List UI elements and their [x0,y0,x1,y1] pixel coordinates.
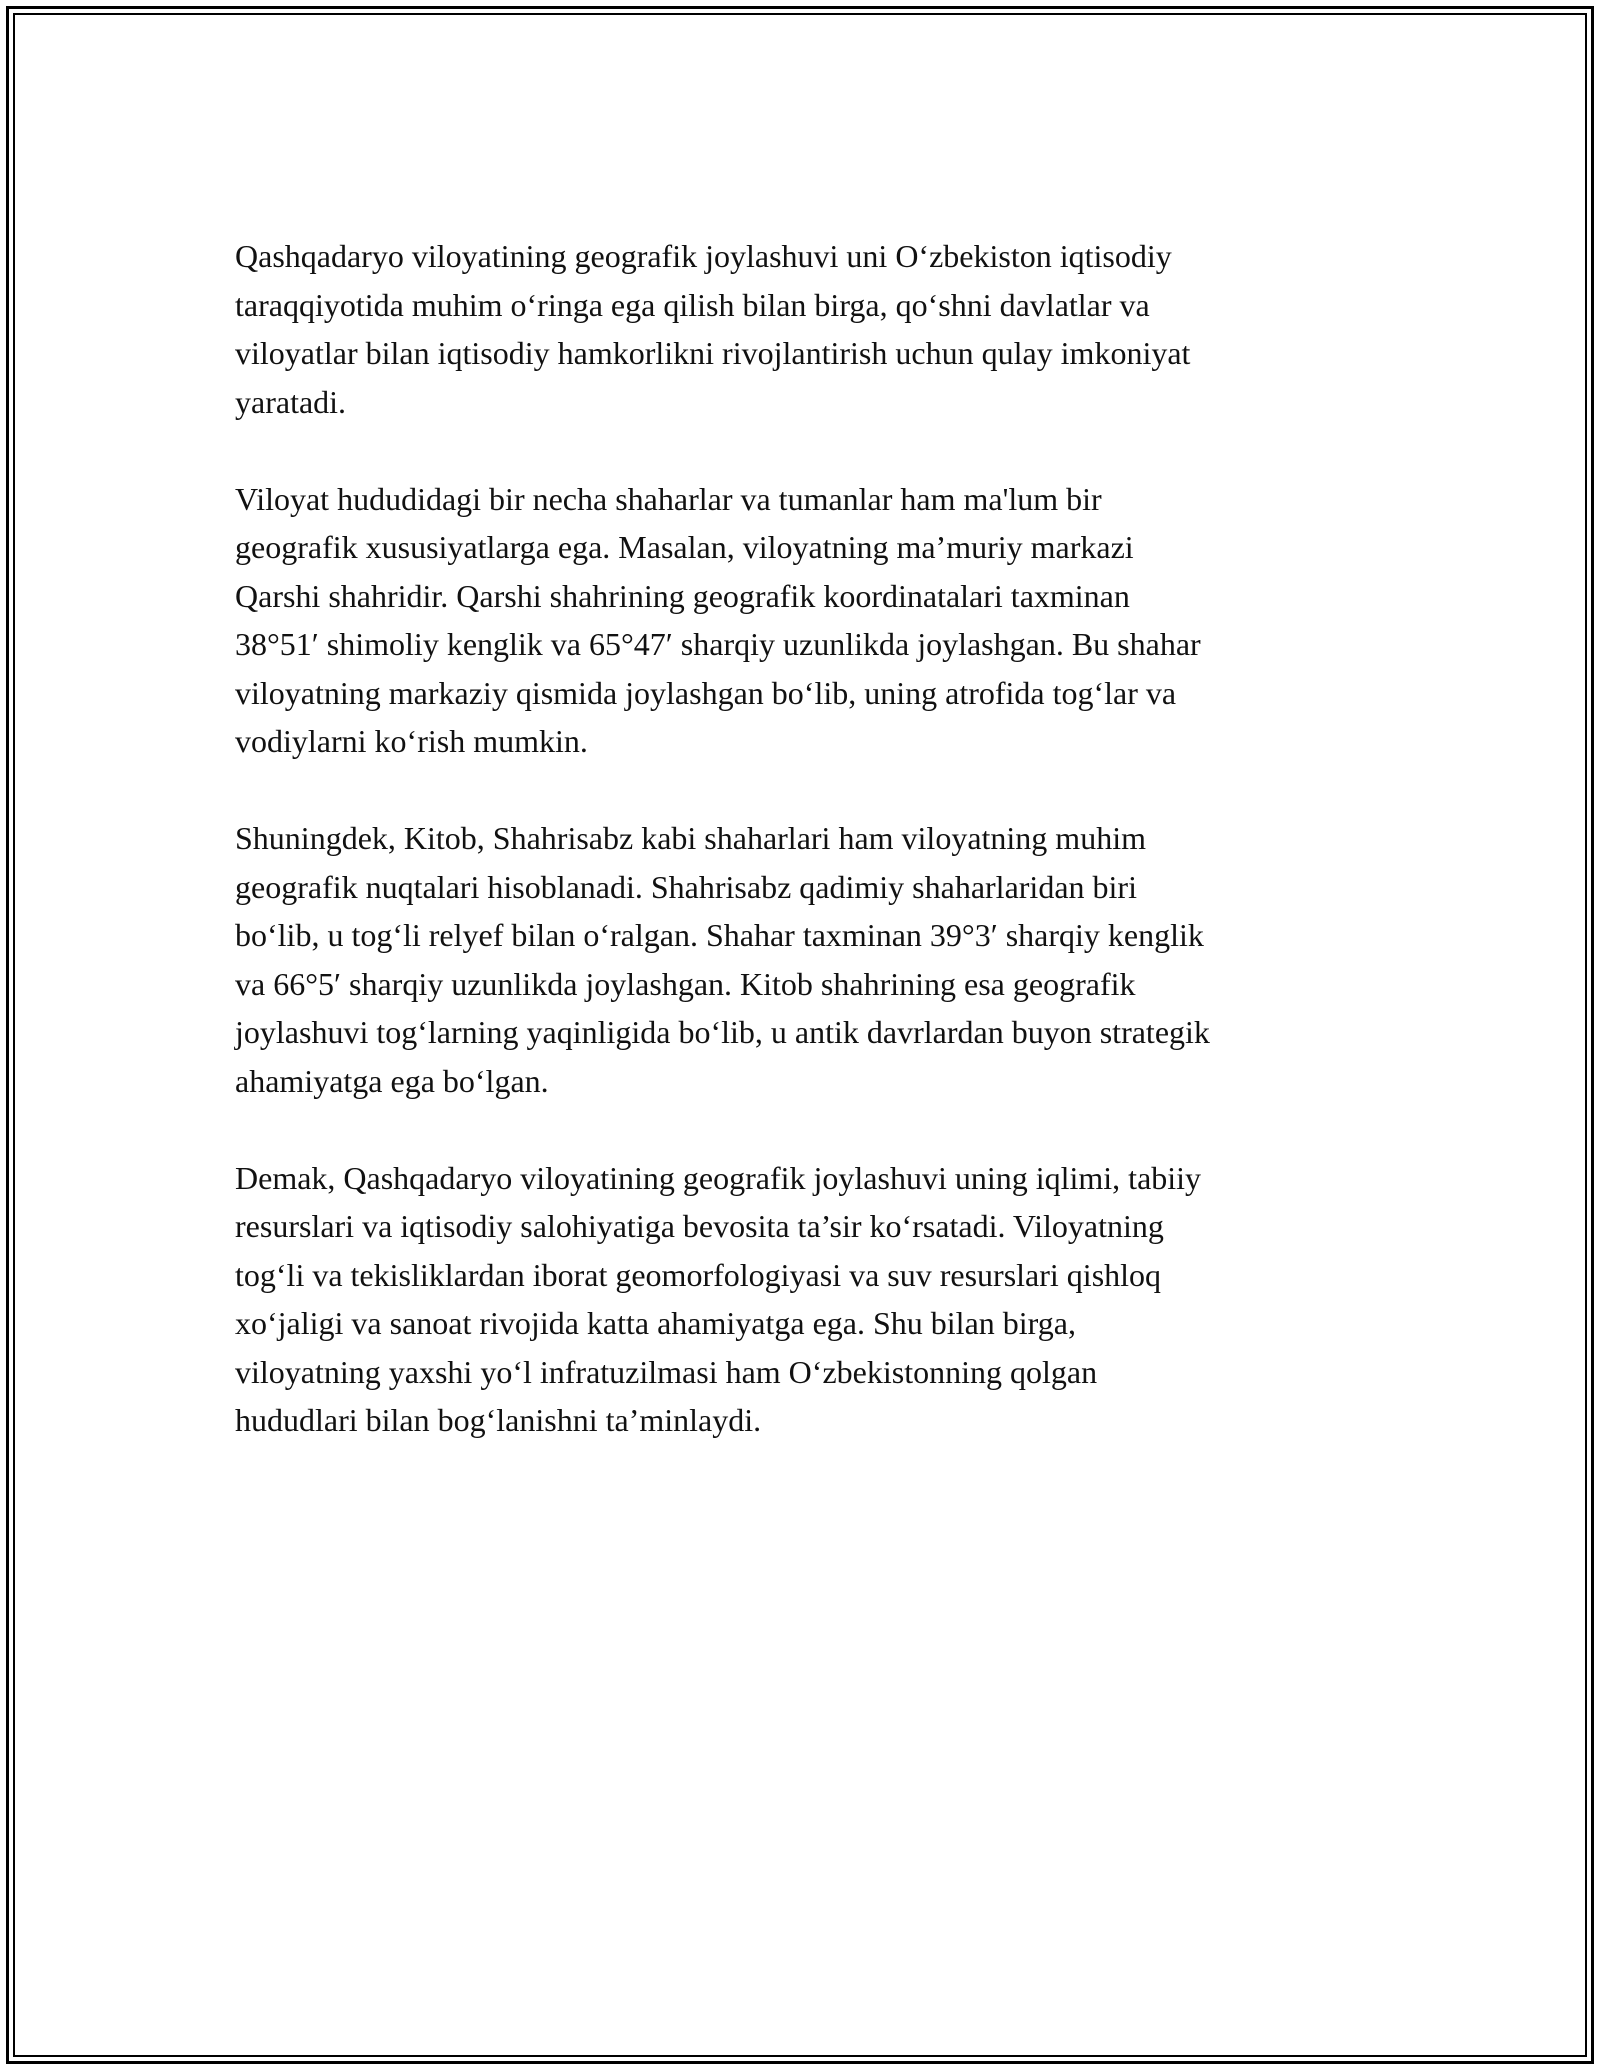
paragraph-line: bo‘lib, u tog‘li relyef bilan o‘ralgan. Shahar taxminan 39°3′ sharqiy kenglik [235,917,1204,953]
paragraph-line: viloyatlar bilan iqtisodiy hamkorlikni rivojlantirish uchun qulay imkoniyat [235,335,1191,371]
paragraph-line: geografik xususiyatlarga ega. Masalan, viloyatning ma’muriy markazi [235,529,1134,565]
paragraph-line: vodiylarni ko‘rish mumkin. [235,723,588,759]
paragraph-line: va 66°5′ sharqiy uzunlikda joylashgan. Kitob shahrining esa geografik [235,965,1136,1002]
paragraph-line: 38°51′ shimoliy kenglik va 65°47′ sharqiy uzunlikda joylashgan. Bu shahar [235,626,1201,662]
paragraph-line: Shuningdek, Kitob, Shahrisabz kabi shaharlari ham viloyatning muhim [235,820,1146,856]
paragraph-line: joylashuvi tog‘larning yaqinligida bo‘lib, u antik davrlardan buyon strategik [235,1014,1210,1050]
paragraph-line: Viloyat hududidagi bir necha shaharlar va tumanlar ham ma'lum bir [235,480,1102,517]
paragraph-line: hududlari bilan bog‘lanishni ta’minlaydi. [235,1402,762,1438]
paragraph-line: resurslari va iqtisodiy salohiyatiga bevosita ta’sir ko‘rsatadi. Viloyatning [235,1208,1164,1244]
paragraph-2 [235,475,1365,766]
paragraph-line: viloyatning yaxshi yo‘l infratuzilmasi ham O‘zbekistonning qolgan [235,1353,1098,1390]
paragraph-line: geografik nuqtalari hisoblanadi. Shahrisabz qadimiy shaharlaridan biri [235,868,1137,905]
paragraph-line: Demak, Qashqadaryo viloyatining geografik joylashuvi uning iqlimi, tabiiy [235,1159,1202,1196]
paragraph-3 [235,814,1365,1105]
paragraph-line: Qashqadaryo viloyatining geografik joylashuvi uni O‘zbekiston iqtisodiy [235,238,1172,274]
paragraph-line: ahamiyatga ega bo‘lgan. [235,1062,549,1099]
paragraph-line: Qarshi shahridir. Qarshi shahrining geografik koordinatalari taxminan [235,577,1130,614]
document-body [235,232,1365,1493]
paragraph-4 [235,1154,1365,1445]
paragraph-line: tog‘li va tekisliklardan iborat geomorfologiyasi va suv resurslari qishloq [235,1256,1162,1293]
paragraph-line: viloyatning markaziy qismida joylashgan bo‘lib, uning atrofida tog‘lar va [235,674,1177,711]
paragraph-line: taraqqiyotida muhim o‘ringa ega qilish bilan birga, qo‘shni davlatlar va [235,286,1150,323]
paragraph-1 [235,232,1365,426]
paragraph-line: yaratadi. [235,383,347,420]
paragraph-line: xo‘jaligi va sanoat rivojida katta ahamiyatga ega. Shu bilan birga, [235,1305,1076,1341]
